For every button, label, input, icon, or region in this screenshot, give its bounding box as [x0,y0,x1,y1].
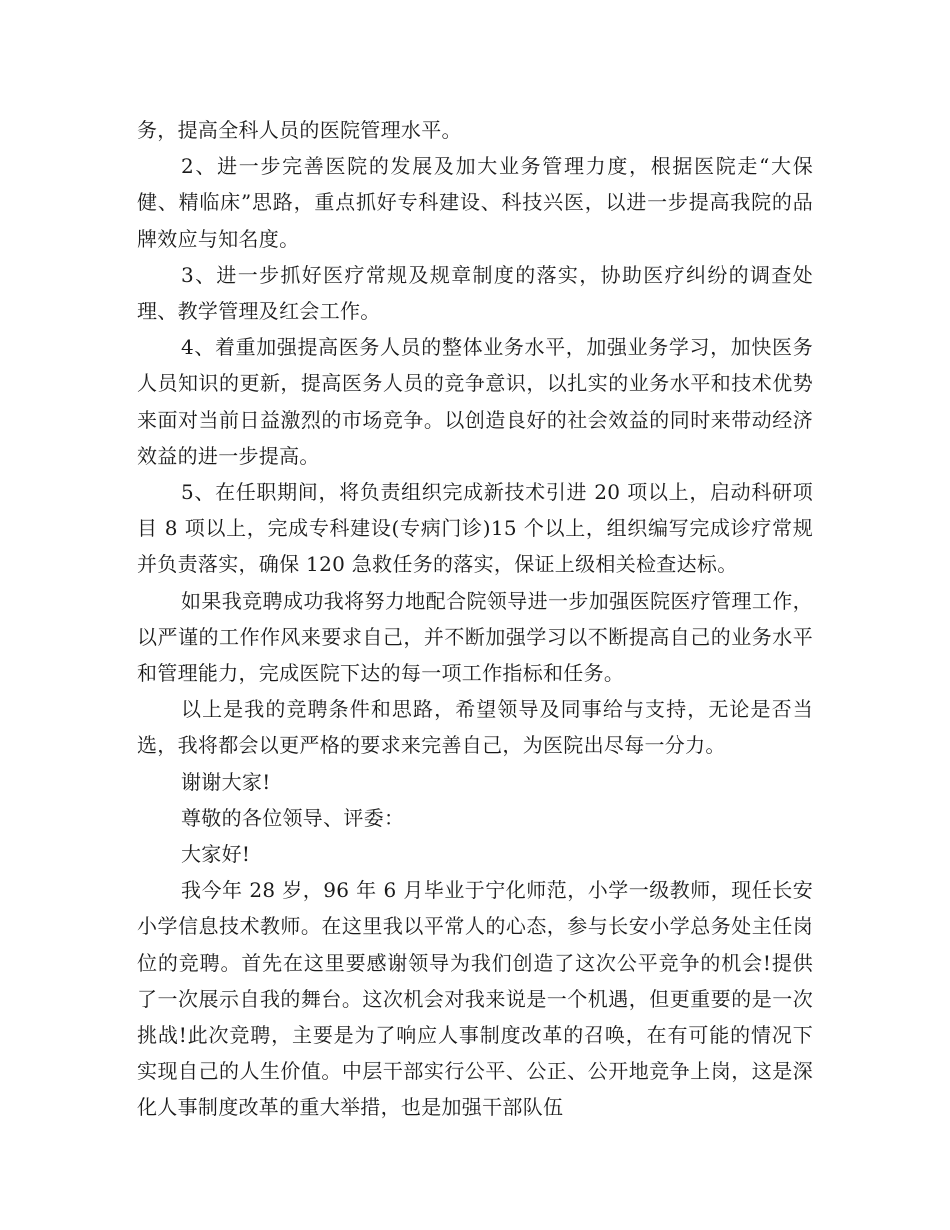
paragraph: 我今年 28 岁，96 年 6 月毕业于宁化师范，小学一级教师，现任长安小学信息技术教师。在这里我以平常人的心态，参与长安小学总务处主任岗位的竞聘。首先在这里要感谢领导为我们创造了这次公平竞争的机会!提供了一次展示自我的舞台。这次机会对我来说是一个机遇，但更重要的是一次挑战!此次竞聘，主要是为了响应人事制度改革的召唤，在有可能的情况下实现自己的人生价值。中层干部实行公平、公正、公开地竞争上岗，这是深化人事制度改革的重大举措，也是加强干部队伍 [137,878,813,1120]
paragraph: 4、着重加强提高医务人员的整体业务水平，加强业务学习，加快医务人员知识的更新，提高医务人员的竞争意识，以扎实的业务水平和技术优势来面对当前日益激烈的市场竞争。以创造良好的社会效益的同时来带动经济效益的进一步提高。 [137,335,813,468]
paragraph: 2、进一步完善医院的发展及加大业务管理力度，根据医院走“大保健、精临床”思路，重点抓好专科建设、科技兴医，以进一步提高我院的品牌效应与知名度。 [137,154,813,251]
paragraph: 以上是我的竞聘条件和思路，希望领导及同事给与支持，无论是否当选，我将都会以更严格的要求来完善自己，为医院出尽每一分力。 [137,697,813,758]
document-body [137,112,813,1126]
paragraph: 5、在任职期间，将负责组织完成新技术引进 20 项以上，启动科研项目 8 项以上，完成专科建设(专病门诊)15 个以上，组织编写完成诊疗常规并负责落实，确保 120 急救任务的落实，保证上级相关检查达标。 [137,480,813,577]
salutation: 尊敬的各位领导、评委： [181,805,405,830]
closing-thanks: 谢谢大家! [181,769,271,794]
paragraph: 3、进一步抓好医疗常规及规章制度的落实，协助医疗纠纷的调查处理、教学管理及红会工作。 [137,262,813,324]
paragraph: 如果我竞聘成功我将努力地配合院领导进一步加强医院医疗管理工作，以严谨的工作作风来要求自己，并不断加强学习以不断提高自己的业务水平和管理能力，完成医院下达的每一项工作指标和任务。 [137,588,813,686]
greeting: 大家好! [181,842,251,867]
paragraph: 务，提高全科人员的医院管理水平。 [137,118,462,142]
